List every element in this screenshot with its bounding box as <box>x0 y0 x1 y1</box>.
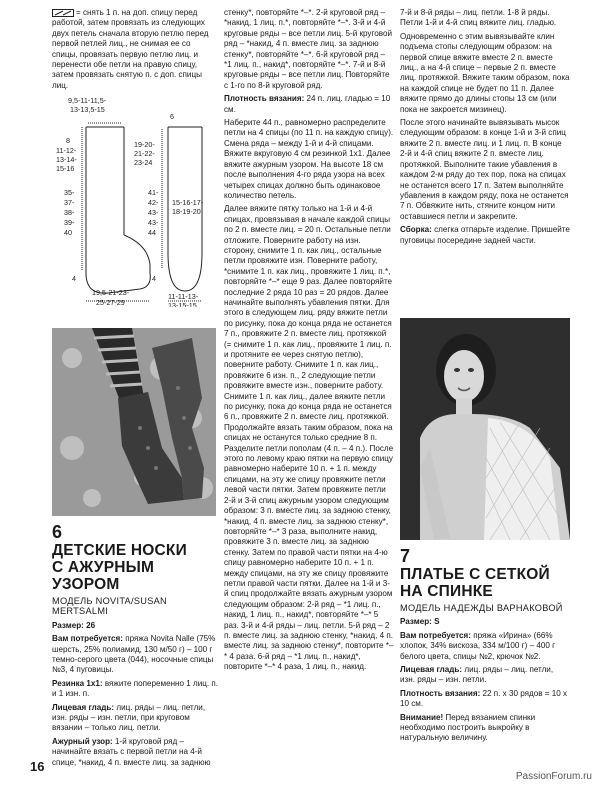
column-3 <box>400 8 570 249</box>
pattern-title-line2: С АЖУРНЫМ УЗОРОМ <box>52 559 155 593</box>
dim-top-left-2: 13-13,5-15 <box>70 105 105 115</box>
dim-left-a: 11-12- <box>56 146 77 156</box>
dim-right-mid-1: 15-16-17- <box>172 198 204 208</box>
dim-right-lower-1: 41- <box>148 188 159 198</box>
dim-left-bottom: 4 <box>72 274 76 284</box>
dim-right-lower-4: 43- <box>148 218 159 228</box>
col3-assembly: Сборка: слегка отпарьте изделие. Пришейте пуговицы посередине задней части. <box>400 225 570 245</box>
dim-top-left-1: 9,5-11-11,5- <box>68 96 107 106</box>
dim-left-lower-5: 40 <box>64 228 72 238</box>
col3-para-3: После этого начинайте вывязывать мысок следующим образом: в конце 1-й и 3-й спиц вяжите 2 п. вместе лиц. и 1 лиц. п. В конце 2-й и 4-й спиц вяжите 2 п. вместе лиц. протяжкой. Выполните такие убавления в каждом 2-м ряду до тех пор, пока на спицах не останется всего 17 п. Затем выполняйте убавления в каждом ряду, пока не останется 7 п. Обвяжите нить, стяните концом нити оставшиеся петли и закрепите. <box>400 118 569 221</box>
watermark: PassionForum.ru <box>515 771 592 782</box>
pattern-model: МОДЕЛЬ NOVITA/SUSAN MERTSALMI <box>52 596 167 617</box>
dress-title-line2: НА СПИНКЕ <box>400 583 493 600</box>
size-line: Размер: 26 <box>52 620 96 630</box>
dim-bottom-right-2: 13-15-15 <box>168 301 197 308</box>
materials: Вам потребуется: пряжа Novita Nalle (75% шерсть, 25% полиамид, 130 м/50 г) – 100 г темно-серого цвета (044), носочные спицы №3, 4 пуговицы. <box>52 634 216 675</box>
dim-right-top-2: 21-22- <box>134 149 155 159</box>
col2-cast-on: Наберите 44 п., равномерно распределите петли на 4 спицы (по 11 п. на каждую спицу). Смена ряда – между 1-й и 4-й спицами. Вяжите вкруговую 4 см резинкой 1х1. Далее вяжите ажурным узором. На высоте 18 см после выполнения 4-го ряда узора на всех четырех спицах должно быть одинаковое количество петель. <box>224 118 394 200</box>
dim-left-lower-1: 35- <box>64 188 75 198</box>
rib-stitch: Резинка 1х1: вяжите попеременно 1 лиц. п. и 1 изн. п. <box>52 678 219 699</box>
dress-materials: Вам потребуется: пряжа «Ирина» (66% хлопок, 34% вискоза, 334 м/100 г) – 400 г белого цвета, спицы №2, крючок №2. <box>400 630 556 661</box>
dress-stockinette: Лицевая гладь: лиц. ряды – лиц. петли, изн. ряды – изн. петли. <box>400 665 554 685</box>
cable-symbol-legend: = снять 1 п. на доп. спицу перед работой, затем провязать из следующих двух петель сначала вторую петлю перед первой петлей лиц., не снимая ее со спицы, провязать первую петлю лиц. и перенести обе петли на правую спицу, затем провязать снятую п. с доп. спицы лиц. <box>52 8 209 90</box>
dim-left-c: 15-16 <box>56 164 75 174</box>
dress-number: 7 <box>400 546 411 566</box>
dress-attention: Внимание! Перед вязанием спинки необходимо построить выкройку в натуральную величину. <box>400 712 536 743</box>
dim-right-lower-5: 44 <box>148 228 156 238</box>
pattern-title-line1: ДЕТСКИЕ НОСКИ <box>52 542 187 559</box>
dim-right-top-1: 19-20- <box>134 140 155 150</box>
cable-symbol-icon <box>52 9 74 17</box>
socks-photo <box>52 328 216 516</box>
dim-bottom-left-2: 25-27-29 <box>96 298 125 308</box>
dress-model: МОДЕЛЬ НАДЕЖДЫ ВАРНАКОВОЙ <box>400 603 563 613</box>
dim-right-mid-2: 18-19-20 <box>172 207 201 217</box>
col2-heel: Далее вяжите пятку только на 1-й и 4-й спицах, провязывая в начале каждой спицы по 2 п. вместе лиц. = 20 п. Остальные петли отложите. Поверните работу на изн. сторону, снимите 1 п. как лиц., остальные петли провяжите изн. Поверните работу, *снимите 1 п. как лиц., провяжите 1 лиц. п.*, повторяйте *–* еще 9 раз. Далее повторяйте последние 2 ряда 10 раз = 20 рядов. Далее начинайте выполнять убавления пятки. Для этого в следующем лиц. ряду вяжите петли по рисунку, пока до конца ряда не останется 7 п., провяжите 2 п. вместе лиц. протяжкой (= снимите 1 п. как лиц., провяжите 1 лиц. п. и протяните ее через снятую петлю), поверните работу. Снимите 1 п. как лиц., провяжите 6 изн. п., 2 следующие петли провяжите вместе изн., поверните работу. Снимите 1 п. как лиц., далее вяжите петли по рисунку, пока до конца ряда не останется 6 п., провяжите 2 п. вместе лиц. протяжкой. Продолжайте вязать таким образом, пока на спицах не останутся только средние 8 п. Разделите петли пополам (4 п. – 4 п.). После этого по левому краю пятки на первую спицу равномерно наберите 10 п. + 1 п. между спицами, на эту же спицу провяжите петли левой части пятки. Затем провяжите петли 2-й и 3-й спиц ажурным узором следующим образом: 3 п. вместе лиц. за заднюю стенку, *накид, 4 п. вместе лиц. за заднюю стенку*, повторяйте *–* 3 раза, выполните накид, провяжите 3 п. вместе лиц. за заднюю стенку. Затем по правой части пятки на 4-ю спицу равномерно наберите 10 п. + 1 п. между спицами, на эту же спицу провяжите петли правой части пятки. Далее на 1-й и 3-й спиц продолжайте вязать ажурным узором следующим образом: 2-й ряд – *1 лиц. п., накид, 1 лиц. п., накид*, повторяйте *–* 5 раз. 3-й и 4-й ряды – лиц. петли. 5-й ряд – 2 п. вместе лиц. за заднюю стенку, *накид, 4 п. вместе лиц. за заднюю стенку*, повторите *–* 4 раза. 6-й ряд – *1 лиц. п., накид*, повторите *–* 4 раза, 1 лиц. п., накид. <box>224 204 394 672</box>
dim-right-bottom: 4 <box>152 274 156 284</box>
pattern-6-section <box>52 522 220 771</box>
dress-title-line1: ПЛАТЬЕ С СЕТКОЙ <box>400 566 550 583</box>
dim-right-lower-3: 43- <box>148 208 159 218</box>
dress-density: Плотность вязания: 22 п. х 30 рядов = 10 х 10 см. <box>400 688 568 709</box>
col3-para-2: Одновременно с этим вывязывайте клин подъема стопы следующим образом: на первой спице вяжите вместе 2 п. вместе лиц., а на 4-й спице – первые 2 п. вместе лиц. протяжкой. Вяжите таким образом, пока на каждой спице не будет по 11 п. Далее вяжите прямо до длины стопы 13 см (или пока не закроется мизинец). <box>400 31 570 114</box>
openwork-stitch: Ажурный узор: 1-й круговой ряд – начинайте вязать с первой петли на 4-й спице, *накид, 4 п. вместе лиц. за заднюю <box>52 736 211 767</box>
page-number: 16 <box>30 759 45 774</box>
stockinette-stitch: Лицевая гладь: лиц. ряды – лиц. петли, изн. ряды – изн. петли, при круговом вязании – только лиц. петли. <box>52 702 206 733</box>
dim-top-right: 6 <box>170 112 174 122</box>
dim-left-lower-4: 39- <box>64 218 75 228</box>
dress-size: Размер: S <box>400 617 440 627</box>
col3-para-1: 7-й и 8-й ряды – лиц. петли. 1-8 й ряды. Петли 1-й и 4-й спиц вяжите лиц. гладью. <box>400 8 557 28</box>
column-2 <box>224 8 394 676</box>
pattern-7-section <box>400 546 570 747</box>
dim-bottom-right-1: 11-11-13- <box>168 292 199 302</box>
dim-left-8: 8 <box>66 136 70 146</box>
col2-density: Плотность вязания: 24 п. лиц. гладью = 10 см. <box>224 94 391 114</box>
pattern-number: 6 <box>52 522 63 542</box>
dim-left-b: 13-14- <box>56 155 77 165</box>
dim-left-lower-3: 38- <box>64 208 75 218</box>
dim-right-lower-2: 42- <box>148 198 159 208</box>
column-1 <box>52 8 216 307</box>
dim-left-lower-2: 37- <box>64 198 75 208</box>
dress-photo <box>400 318 570 540</box>
dim-right-top-3: 23-24 <box>134 158 153 168</box>
dim-bottom-left-1: 19,5-21-23- <box>92 288 130 298</box>
col2-continued: стенку*, повторяйте *–*. 2-й круговой ряд – *накид, 1 лиц. п.*, повторяйте *–*. 3-й и 4-й круговые ряды – все петли лиц. 5-й круговой ряд – *накид, 4 п. вместе лиц. за заднюю стенку*, повторяйте *–*. 6-й круговой ряд – *1 лиц. п., накид*, повторяйте *–*. 7-й и 8-й круговые ряды – все петли лиц. Повторяйте с 1-го по 8-й круговой ряд. <box>224 8 392 90</box>
sock-pattern-diagram <box>52 95 216 307</box>
